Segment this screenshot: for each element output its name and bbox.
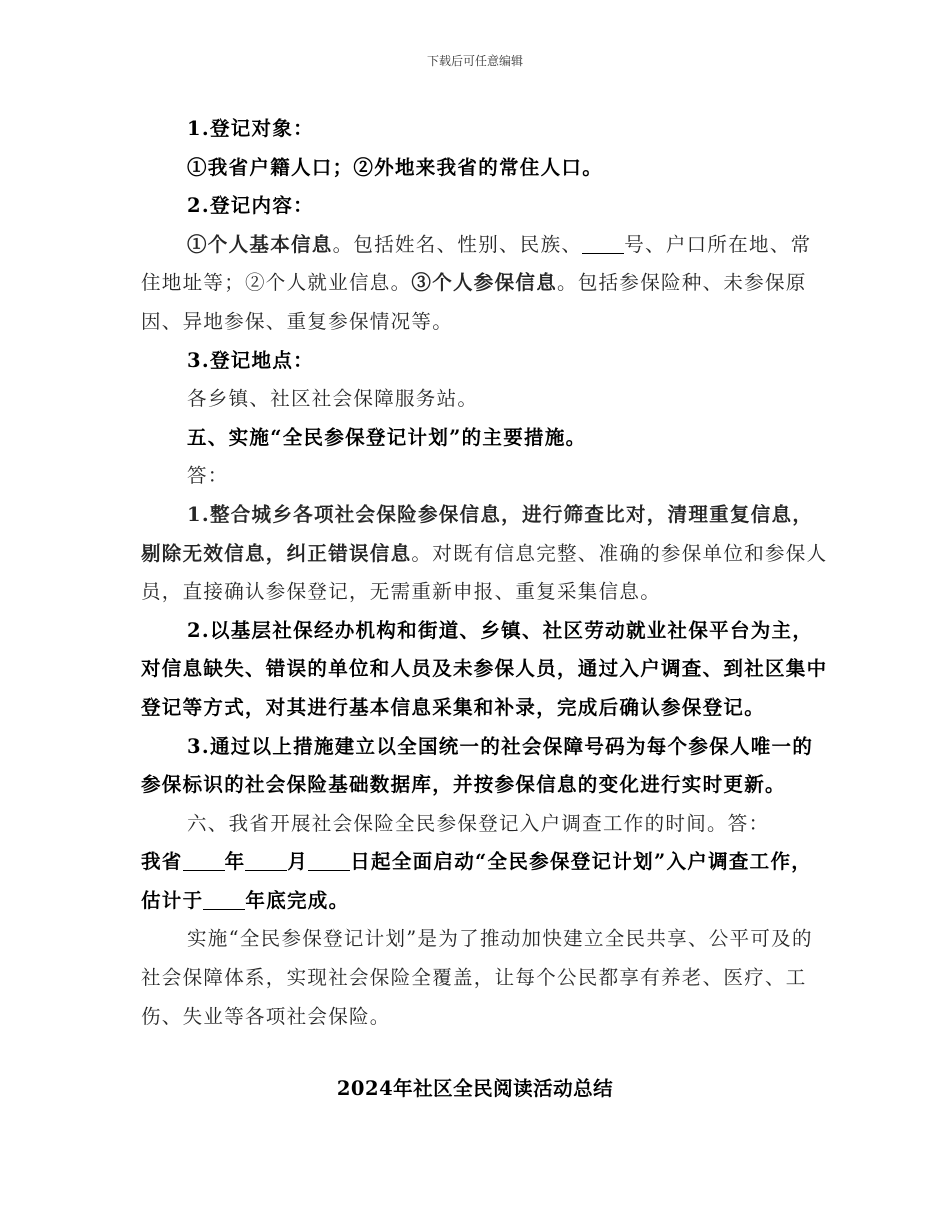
register-content-heading: 2.登记内容： bbox=[187, 194, 314, 218]
content-item1-text-b: 号、户口所在地、常住地址等；②个人就业信息。 bbox=[141, 232, 812, 295]
measure-2: 2.以基层社保经办机构和街道、乡镇、社区劳动就业社保平台为主，对信息缺失、错误的单位和人员及未参保人员，通过入户调查、到社区集中登记等方式，对其进行基本信息采集和补录，完成后确认参保登记。 bbox=[141, 618, 828, 719]
year-blank bbox=[183, 851, 225, 872]
section-five-heading: 五、实施“全民参保登记计划”的主要措施。 bbox=[187, 425, 587, 449]
day-blank bbox=[308, 851, 350, 872]
content-item1-label: ①个人基本信息 bbox=[187, 232, 333, 256]
register-location-body: 各乡镇、社区社会保障服务站。 bbox=[187, 387, 479, 411]
section-five-answer-label: 答： bbox=[187, 464, 229, 488]
dates-prefix: 我省 bbox=[141, 850, 183, 874]
id-blank bbox=[582, 233, 624, 254]
document-body bbox=[141, 110, 831, 1036]
register-location-heading: 3.登记地点： bbox=[187, 348, 314, 372]
register-content-body bbox=[141, 226, 831, 342]
section-six-dates bbox=[141, 843, 831, 920]
page-header-note: 下载后可任意编辑 bbox=[426, 54, 523, 68]
content-item3-text: 。包括参保险种、未参保原因、异地参保、重复参保情况等。 bbox=[141, 271, 807, 333]
section-six-heading: 六、我省开展社会保险全民参保登记入户调查工作的时间。答： bbox=[187, 811, 770, 835]
measure-1-text: 。对既有信息完整、准确的参保单位和参保人员，直接确认参保登记，无需重新申报、重复采集信息。 bbox=[141, 541, 828, 604]
register-target-body: ①我省户籍人口；②外地来我省的常住人口。 bbox=[187, 155, 604, 179]
next-document-title: 2024年社区全民阅读活动总结 bbox=[336, 1077, 614, 1100]
dates-day-text: 日起全面启动“全民参保登记计划”入户调查工作，估计于 bbox=[141, 850, 813, 912]
dates-end: 年底完成。 bbox=[245, 888, 350, 912]
dates-month: 月 bbox=[287, 850, 309, 874]
closing-paragraph: 实施“全民参保登记计划”是为了推动加快建立全民共享、公平可及的社会保障体系，实现社会保险全覆盖，让每个公民都享有养老、医疗、工伤、失业等各项社会保险。 bbox=[141, 927, 813, 1028]
measure-1-bold: 1.整合城乡各项社会保险参保信息，进行筛查比对，清理重复信息，剔除无效信息，纠正错误信息 bbox=[141, 502, 814, 565]
register-target-heading: 1.登记对象： bbox=[187, 117, 314, 140]
finish-year-blank bbox=[203, 889, 245, 910]
measure-1 bbox=[141, 496, 831, 612]
content-item3-label: ③个人参保信息 bbox=[411, 271, 558, 295]
content-item1-text-a: 。包括姓名、性别、民族、 bbox=[332, 232, 583, 256]
month-blank bbox=[245, 851, 287, 872]
dates-year: 年 bbox=[224, 850, 246, 874]
measure-3: 3.通过以上措施建立以全国统一的社会保障号码为每个参保人唯一的参保标识的社会保险基础数据库，并按参保信息的变化进行实时更新。 bbox=[141, 734, 814, 797]
